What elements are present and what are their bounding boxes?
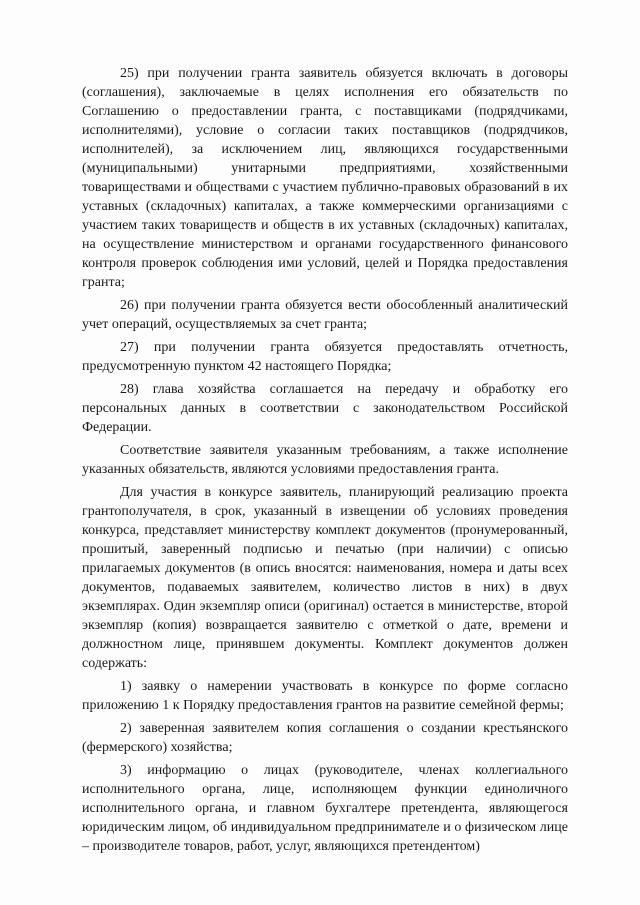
paragraph-item-25: 25) при получении гранта заявитель обязуется включать в договоры (соглашения), заключаемые в целях исполнения его обязательств по Соглашению о предоставлении гранта, с поставщиками (подрядчиками, исполнителями), условие о согласии таких поставщиков (подрядчиков, исполнителей), за исключением лиц, являющихся государственными (муниципальными) унитарными предприятиями, хозяйственными товариществами и обществами с участием публично-правовых образований в их уставных (складочных) капиталах, а также коммерческими организациями с участием таких товариществ и обществ в их уставных (складочных) капиталах, на осуществление министерством и органами государственного финансового контроля проверок соблюдения ими условий, целей и Порядка предоставления гранта; bbox=[82, 66, 568, 290]
paragraph-document-package: Для участия в конкурсе заявитель, планирующий реализацию проекта грантополучателя, в срок, указанный в извещении об условиях проведения конкурса, представляет министерству комплект документов (пронумерованный, прошитый, заверенный подписью и печатью (при наличии) с описью прилагаемых документов (в опись вносятся: наименования, номера и даты всех документов, подаваемых заявителем, количество листов в них) в двух экземплярах. Один экземпляр описи (оригинал) остается в министерстве, второй экземпляр (копия) возвращается заявителю с отметкой о дате, времени и должностном лице, принявшем документы. Комплект документов должен содержать: bbox=[82, 485, 568, 671]
paragraph-conditions: Соответствие заявителя указанным требованиям, а также исполнение указанных обязательств, являются условиями предоставления гранта. bbox=[82, 443, 568, 477]
document-body bbox=[82, 64, 568, 858]
paragraph-item-28: 28) глава хозяйства соглашается на передачу и обработку его персональных данных в соответствии с законодательством Российской Федерации. bbox=[82, 382, 568, 435]
paragraph-list-item-3: 3) информацию о лицах (руководителе, членах коллегиального исполнительного органа, лице, исполняющем функции единоличного исполнительного органа, и главном бухгалтере претендента, являющегося юридическим лицом, об индивидуальном предпринимателе и о физическом лице – производителе товаров, работ, услуг, являющихся претендентом) bbox=[82, 763, 568, 854]
paragraph-item-27: 27) при получении гранта обязуется предоставлять отчетность, предусмотренную пунктом 42 настоящего Порядка; bbox=[82, 340, 568, 374]
paragraph-list-item-2: 2) заверенная заявителем копия соглашения о создании крестьянского (фермерского) хозяйства; bbox=[82, 721, 568, 755]
paragraph-item-26: 26) при получении гранта обязуется вести обособленный аналитический учет операций, осуществляемых за счет гранта; bbox=[82, 298, 568, 332]
paragraph-list-item-1: 1) заявку о намерении участвовать в конкурсе по форме согласно приложению 1 к Порядку предоставления грантов на развитие семейной фермы; bbox=[82, 679, 568, 713]
